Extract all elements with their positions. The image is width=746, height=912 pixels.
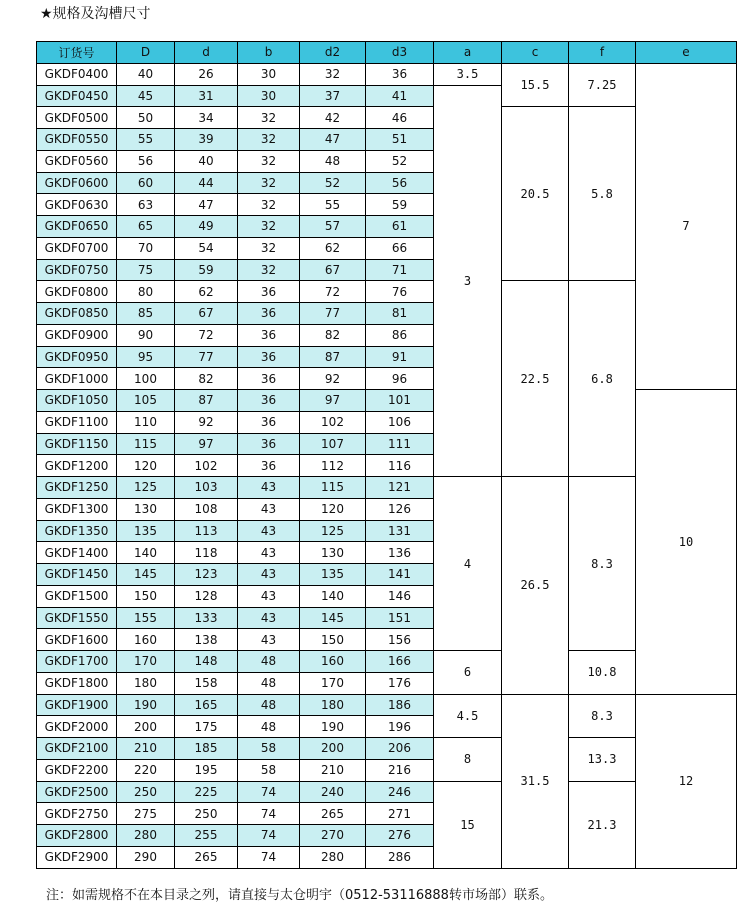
order-number-cell: GKDF1500 [37,585,117,607]
value-cell: 71 [366,259,434,281]
merged-cell-f: 5.8 [569,107,636,281]
value-cell: 57 [300,216,366,238]
merged-cell-f: 10.8 [569,651,636,695]
order-number-cell: GKDF1200 [37,455,117,477]
value-cell: 95 [117,346,175,368]
value-cell: 160 [117,629,175,651]
order-number-cell: GKDF0900 [37,324,117,346]
order-number-cell: GKDF2100 [37,738,117,760]
value-cell: 43 [238,498,300,520]
value-cell: 61 [366,216,434,238]
header-cell: b [238,42,300,64]
merged-cell-c: 20.5 [502,107,569,281]
value-cell: 97 [300,390,366,412]
value-cell: 185 [175,738,238,760]
value-cell: 87 [300,346,366,368]
value-cell: 36 [238,390,300,412]
merged-cell-e: 10 [636,390,737,695]
value-cell: 39 [175,129,238,151]
order-number-cell: GKDF0500 [37,107,117,129]
value-cell: 36 [238,368,300,390]
value-cell: 276 [366,825,434,847]
value-cell: 48 [238,716,300,738]
table-row [37,477,737,499]
order-number-cell: GKDF0750 [37,259,117,281]
value-cell: 72 [175,324,238,346]
merged-cell-f: 21.3 [569,781,636,868]
value-cell: 81 [366,303,434,325]
merged-cell-f: 8.3 [569,477,636,651]
merged-cell-e: 12 [636,694,737,868]
value-cell: 36 [238,324,300,346]
value-cell: 43 [238,607,300,629]
order-number-cell: GKDF1050 [37,390,117,412]
header-cell: D [117,42,175,64]
merged-cell-c: 31.5 [502,694,569,868]
value-cell: 271 [366,803,434,825]
value-cell: 102 [300,411,366,433]
order-number-cell: GKDF1800 [37,672,117,694]
value-cell: 250 [175,803,238,825]
merged-cell-a: 8 [434,738,502,782]
value-cell: 180 [117,672,175,694]
value-cell: 82 [300,324,366,346]
order-number-cell: GKDF2900 [37,846,117,868]
order-number-cell: GKDF0630 [37,194,117,216]
value-cell: 36 [238,455,300,477]
value-cell: 58 [238,759,300,781]
order-number-cell: GKDF1100 [37,411,117,433]
header-cell: d3 [366,42,434,64]
value-cell: 74 [238,825,300,847]
value-cell: 135 [300,564,366,586]
value-cell: 52 [366,150,434,172]
value-cell: 186 [366,694,434,716]
value-cell: 34 [175,107,238,129]
value-cell: 166 [366,651,434,673]
value-cell: 280 [117,825,175,847]
value-cell: 67 [300,259,366,281]
merged-cell-a: 4.5 [434,694,502,738]
value-cell: 158 [175,672,238,694]
value-cell: 116 [366,455,434,477]
value-cell: 92 [300,368,366,390]
merged-cell-f: 8.3 [569,694,636,738]
header-cell: d2 [300,42,366,64]
value-cell: 105 [117,390,175,412]
value-cell: 40 [117,63,175,85]
value-cell: 32 [238,259,300,281]
value-cell: 50 [117,107,175,129]
value-cell: 43 [238,564,300,586]
value-cell: 37 [300,85,366,107]
value-cell: 140 [300,585,366,607]
value-cell: 30 [238,63,300,85]
value-cell: 47 [175,194,238,216]
value-cell: 200 [300,738,366,760]
value-cell: 90 [117,324,175,346]
merged-cell-c: 15.5 [502,63,569,107]
value-cell: 43 [238,585,300,607]
header-cell: f [569,42,636,64]
value-cell: 62 [175,281,238,303]
value-cell: 48 [238,651,300,673]
merged-cell-c: 26.5 [502,477,569,695]
value-cell: 55 [300,194,366,216]
value-cell: 113 [175,520,238,542]
value-cell: 59 [175,259,238,281]
value-cell: 151 [366,607,434,629]
value-cell: 140 [117,542,175,564]
value-cell: 210 [117,738,175,760]
value-cell: 110 [117,411,175,433]
value-cell: 32 [238,172,300,194]
order-number-cell: GKDF0700 [37,237,117,259]
merged-cell-e: 7 [636,63,737,389]
value-cell: 145 [117,564,175,586]
value-cell: 36 [238,346,300,368]
merged-cell-f: 7.25 [569,63,636,107]
value-cell: 55 [117,129,175,151]
value-cell: 206 [366,738,434,760]
value-cell: 43 [238,542,300,564]
value-cell: 87 [175,390,238,412]
value-cell: 150 [117,585,175,607]
value-cell: 280 [300,846,366,868]
value-cell: 77 [300,303,366,325]
value-cell: 225 [175,781,238,803]
value-cell: 30 [238,85,300,107]
value-cell: 91 [366,346,434,368]
value-cell: 123 [175,564,238,586]
value-cell: 75 [117,259,175,281]
value-cell: 120 [300,498,366,520]
value-cell: 51 [366,129,434,151]
value-cell: 135 [117,520,175,542]
value-cell: 42 [300,107,366,129]
value-cell: 133 [175,607,238,629]
footnote: 注：如需规格不在本目录之列，请直接与太仓明宇（0512-53116888转市场部）联系。 [46,888,553,903]
value-cell: 101 [366,390,434,412]
value-cell: 155 [117,607,175,629]
value-cell: 160 [300,651,366,673]
merged-cell-f: 13.3 [569,738,636,782]
order-number-cell: GKDF0560 [37,150,117,172]
value-cell: 63 [117,194,175,216]
value-cell: 32 [238,107,300,129]
order-number-cell: GKDF0950 [37,346,117,368]
value-cell: 77 [175,346,238,368]
value-cell: 32 [238,194,300,216]
header-cell: d [175,42,238,64]
value-cell: 170 [300,672,366,694]
value-cell: 130 [300,542,366,564]
value-cell: 170 [117,651,175,673]
header-cell: e [636,42,737,64]
value-cell: 255 [175,825,238,847]
value-cell: 111 [366,433,434,455]
value-cell: 96 [366,368,434,390]
value-cell: 121 [366,477,434,499]
value-cell: 240 [300,781,366,803]
value-cell: 210 [300,759,366,781]
table-row [37,107,737,129]
order-number-cell: GKDF1550 [37,607,117,629]
value-cell: 290 [117,846,175,868]
order-number-cell: GKDF1300 [37,498,117,520]
value-cell: 136 [366,542,434,564]
value-cell: 112 [300,455,366,477]
value-cell: 72 [300,281,366,303]
value-cell: 76 [366,281,434,303]
value-cell: 32 [238,150,300,172]
value-cell: 86 [366,324,434,346]
value-cell: 102 [175,455,238,477]
merged-cell-f: 6.8 [569,281,636,477]
spec-table-body [37,63,737,868]
value-cell: 58 [238,738,300,760]
value-cell: 120 [117,455,175,477]
value-cell: 92 [175,411,238,433]
value-cell: 126 [366,498,434,520]
order-number-cell: GKDF0400 [37,63,117,85]
value-cell: 60 [117,172,175,194]
value-cell: 246 [366,781,434,803]
value-cell: 128 [175,585,238,607]
value-cell: 32 [238,237,300,259]
value-cell: 115 [300,477,366,499]
value-cell: 97 [175,433,238,455]
value-cell: 36 [238,303,300,325]
value-cell: 106 [366,411,434,433]
value-cell: 220 [117,759,175,781]
value-cell: 54 [175,237,238,259]
header-row [37,42,737,64]
value-cell: 74 [238,803,300,825]
page-title: ★规格及沟槽尺寸 [40,6,151,22]
value-cell: 146 [366,585,434,607]
order-number-cell: GKDF1400 [37,542,117,564]
value-cell: 56 [366,172,434,194]
value-cell: 156 [366,629,434,651]
order-number-cell: GKDF1600 [37,629,117,651]
merged-cell-a: 4 [434,477,502,651]
value-cell: 286 [366,846,434,868]
value-cell: 100 [117,368,175,390]
value-cell: 108 [175,498,238,520]
order-number-cell: GKDF1250 [37,477,117,499]
spec-table [36,41,737,869]
order-number-cell: GKDF1150 [37,433,117,455]
value-cell: 48 [238,694,300,716]
value-cell: 175 [175,716,238,738]
header-cell: 订货号 [37,42,117,64]
value-cell: 200 [117,716,175,738]
order-number-cell: GKDF1350 [37,520,117,542]
value-cell: 32 [300,63,366,85]
value-cell: 131 [366,520,434,542]
value-cell: 148 [175,651,238,673]
value-cell: 82 [175,368,238,390]
value-cell: 52 [300,172,366,194]
merged-cell-c: 22.5 [502,281,569,477]
value-cell: 26 [175,63,238,85]
value-cell: 31 [175,85,238,107]
merged-cell-a: 3.5 [434,63,502,85]
order-number-cell: GKDF1900 [37,694,117,716]
value-cell: 125 [117,477,175,499]
order-number-cell: GKDF0600 [37,172,117,194]
value-cell: 62 [300,237,366,259]
header-cell: c [502,42,569,64]
order-number-cell: GKDF0550 [37,129,117,151]
value-cell: 85 [117,303,175,325]
value-cell: 196 [366,716,434,738]
order-number-cell: GKDF2500 [37,781,117,803]
merged-cell-a: 15 [434,781,502,868]
order-number-cell: GKDF0650 [37,216,117,238]
value-cell: 49 [175,216,238,238]
table-row [37,781,737,803]
value-cell: 46 [366,107,434,129]
value-cell: 125 [300,520,366,542]
value-cell: 66 [366,237,434,259]
order-number-cell: GKDF0800 [37,281,117,303]
value-cell: 47 [300,129,366,151]
value-cell: 36 [238,281,300,303]
value-cell: 45 [117,85,175,107]
value-cell: 176 [366,672,434,694]
value-cell: 41 [366,85,434,107]
order-number-cell: GKDF0850 [37,303,117,325]
value-cell: 270 [300,825,366,847]
order-number-cell: GKDF2200 [37,759,117,781]
value-cell: 80 [117,281,175,303]
value-cell: 138 [175,629,238,651]
table-row [37,651,737,673]
header-cell: a [434,42,502,64]
order-number-cell: GKDF2800 [37,825,117,847]
value-cell: 118 [175,542,238,564]
value-cell: 40 [175,150,238,172]
order-number-cell: GKDF1000 [37,368,117,390]
value-cell: 74 [238,846,300,868]
value-cell: 36 [238,433,300,455]
value-cell: 195 [175,759,238,781]
value-cell: 107 [300,433,366,455]
value-cell: 165 [175,694,238,716]
value-cell: 115 [117,433,175,455]
value-cell: 145 [300,607,366,629]
value-cell: 74 [238,781,300,803]
value-cell: 36 [238,411,300,433]
value-cell: 103 [175,477,238,499]
order-number-cell: GKDF1700 [37,651,117,673]
value-cell: 32 [238,129,300,151]
order-number-cell: GKDF1450 [37,564,117,586]
order-number-cell: GKDF2750 [37,803,117,825]
value-cell: 216 [366,759,434,781]
table-row [37,63,737,85]
value-cell: 43 [238,477,300,499]
table-row [37,738,737,760]
value-cell: 141 [366,564,434,586]
value-cell: 150 [300,629,366,651]
value-cell: 59 [366,194,434,216]
value-cell: 67 [175,303,238,325]
merged-cell-a: 3 [434,85,502,477]
value-cell: 43 [238,629,300,651]
order-number-cell: GKDF2000 [37,716,117,738]
order-number-cell: GKDF0450 [37,85,117,107]
value-cell: 265 [175,846,238,868]
table-row [37,281,737,303]
value-cell: 32 [238,216,300,238]
value-cell: 70 [117,237,175,259]
value-cell: 43 [238,520,300,542]
value-cell: 44 [175,172,238,194]
merged-cell-a: 6 [434,651,502,695]
value-cell: 190 [117,694,175,716]
value-cell: 190 [300,716,366,738]
value-cell: 65 [117,216,175,238]
value-cell: 36 [366,63,434,85]
value-cell: 48 [238,672,300,694]
value-cell: 48 [300,150,366,172]
value-cell: 130 [117,498,175,520]
value-cell: 250 [117,781,175,803]
value-cell: 265 [300,803,366,825]
value-cell: 56 [117,150,175,172]
value-cell: 180 [300,694,366,716]
value-cell: 275 [117,803,175,825]
table-row [37,694,737,716]
